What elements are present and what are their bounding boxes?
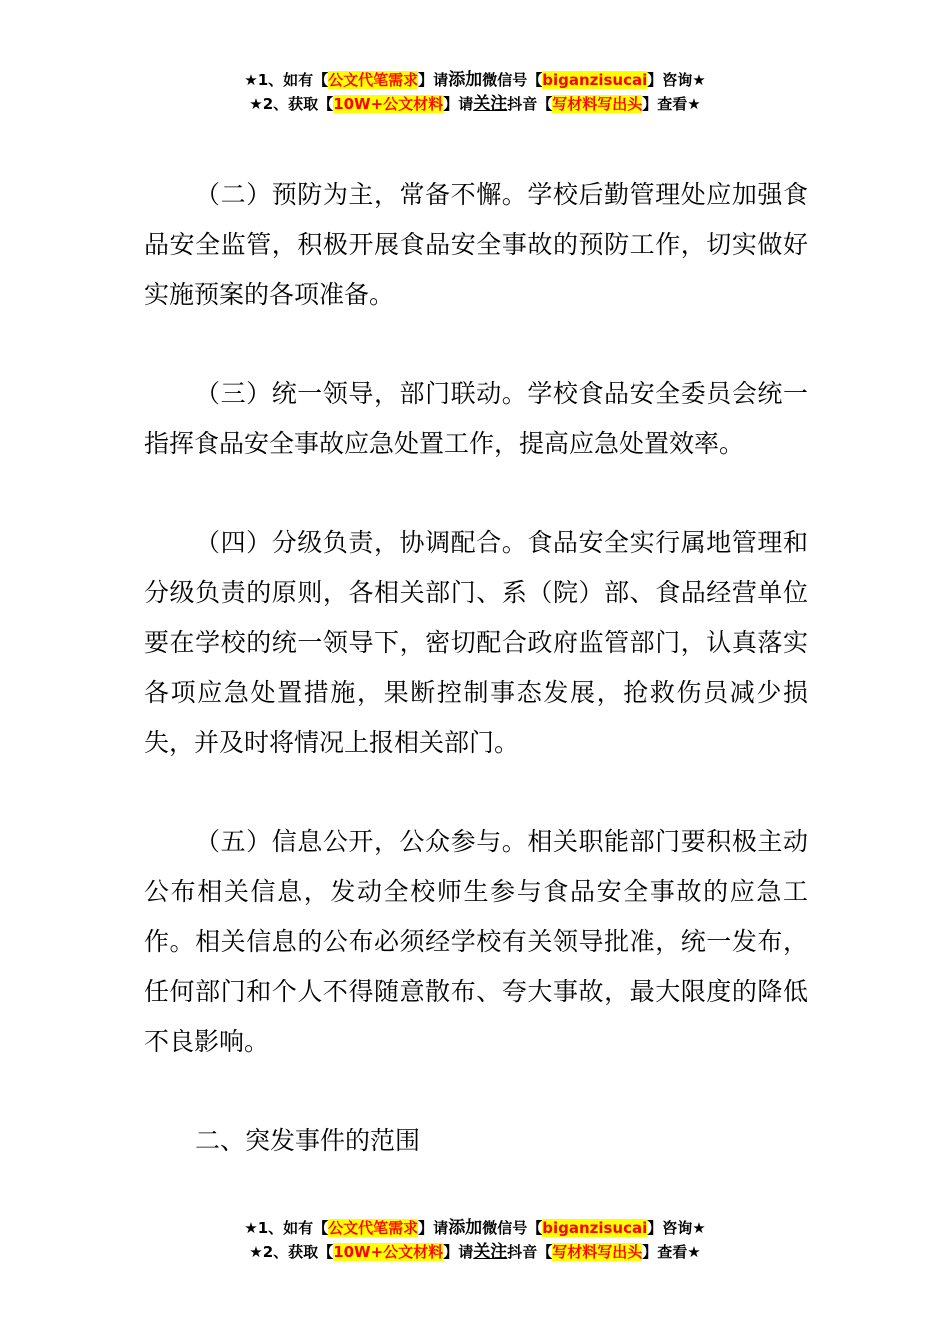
promo-text: 1、如有【 <box>257 1219 329 1237</box>
promo-text: 】查看 <box>642 95 688 113</box>
promo-text: 1、如有【 <box>257 71 329 89</box>
star-icon: ★ <box>249 95 263 113</box>
promo-text: 抖音【 <box>507 1243 553 1261</box>
promo-line-1 <box>0 1216 950 1240</box>
star-icon: ★ <box>244 1219 258 1237</box>
star-icon: ★ <box>692 71 706 89</box>
star-icon: ★ <box>687 95 701 113</box>
emphasis-text: 关注 <box>473 1242 508 1262</box>
promo-line-2 <box>0 1240 950 1264</box>
promo-text: 抖音【 <box>507 95 553 113</box>
wechat-id: biganzisucai <box>542 71 648 89</box>
promo-text: 】请 <box>418 1219 449 1237</box>
star-icon: ★ <box>244 71 258 89</box>
paragraph: （二）预防为主，常备不懈。学校后勤管理处应加强食品安全监管，积极开展食品安全事故的预防工作，切实做好实施预案的各项准备。 <box>144 180 808 309</box>
promo-text: 2、获取【 <box>262 95 334 113</box>
highlight-text: 10W+公文材料 <box>333 95 444 113</box>
promo-text: 】咨询 <box>647 71 693 89</box>
emphasis-text: 添加 <box>448 1218 483 1238</box>
douyin-account: 写材料写出头 <box>552 1243 643 1261</box>
star-icon: ★ <box>249 1243 263 1261</box>
paragraph: （四）分级负责，协调配合。食品安全实行属地管理和分级负责的原则，各相关部门、系（院）部、食品经营单位要在学校的统一领导下，密切配合政府监管部门，认真落实各项应急处置措施，果断控制事态发展，抢救伤员减少损失，并及时将情况上报相关部门。 <box>144 528 808 757</box>
footer-promo-banner <box>0 1216 950 1264</box>
header-promo-banner <box>0 68 950 116</box>
emphasis-text: 关注 <box>473 94 508 114</box>
promo-text: 2、获取【 <box>262 1243 334 1261</box>
emphasis-text: 添加 <box>448 70 483 90</box>
highlight-text: 公文代笔需求 <box>328 71 419 89</box>
paragraph: （五）信息公开，公众参与。相关职能部门要积极主动公布相关信息，发动全校师生参与食品安全事故的应急工作。相关信息的公布必须经学校有关领导批准，统一发布，任何部门和个人不得随意散布、夸大事故，最大限度的降低不良影响。 <box>144 827 808 1056</box>
douyin-account: 写材料写出头 <box>552 95 643 113</box>
promo-text: 】查看 <box>642 1243 688 1261</box>
star-icon: ★ <box>692 1219 706 1237</box>
wechat-id: biganzisucai <box>542 1219 648 1237</box>
promo-line-2 <box>0 92 950 116</box>
paragraph: （三）统一领导，部门联动。学校食品安全委员会统一指挥食品安全事故应急处置工作，提高应急处置效率。 <box>144 379 808 458</box>
highlight-text: 10W+公文材料 <box>333 1243 444 1261</box>
promo-text: 微信号【 <box>482 71 543 89</box>
promo-text: 】咨询 <box>647 1219 693 1237</box>
promo-text: 】请 <box>443 95 474 113</box>
promo-text: 】请 <box>443 1243 474 1261</box>
document-body <box>144 170 808 1166</box>
highlight-text: 公文代笔需求 <box>328 1219 419 1237</box>
promo-text: 】请 <box>418 71 449 89</box>
star-icon: ★ <box>687 1243 701 1261</box>
promo-line-1 <box>0 68 950 92</box>
section-heading: 二、突发事件的范围 <box>195 1126 421 1155</box>
promo-text: 微信号【 <box>482 1219 543 1237</box>
